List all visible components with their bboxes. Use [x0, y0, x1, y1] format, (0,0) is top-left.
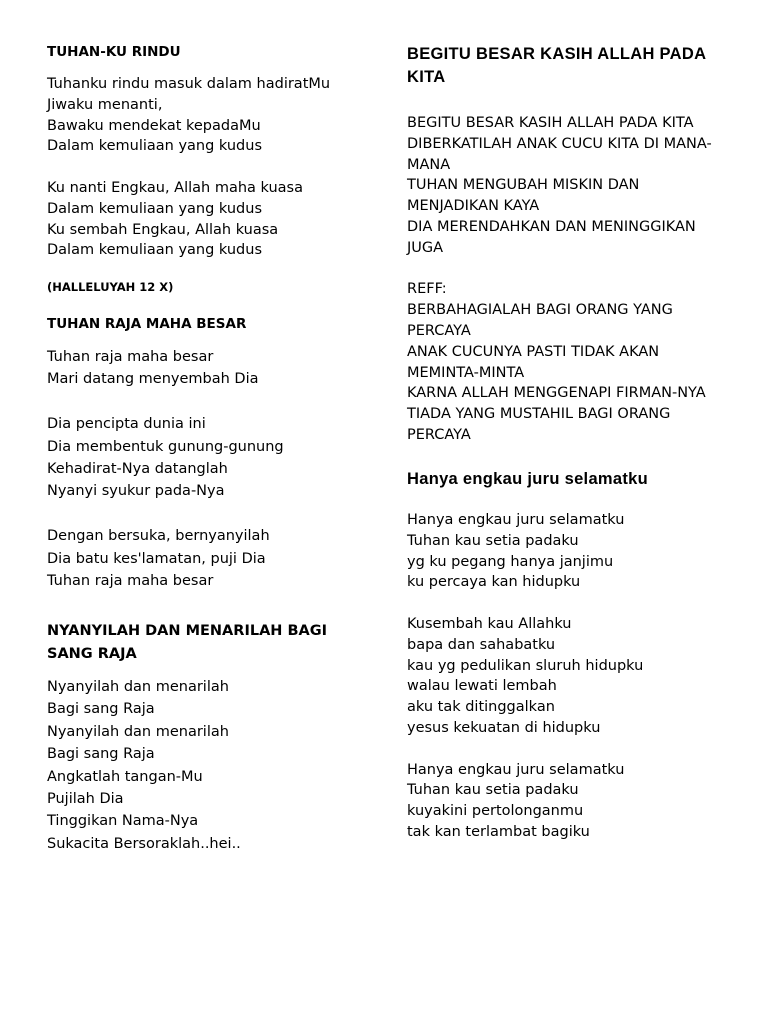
lyric-line: yg ku pegang hanya janjimu	[407, 553, 614, 570]
song-title: NYANYILAH DAN MENARILAH BAGI SANG RAJA	[47, 623, 328, 662]
lyric-line: MEMINTA-MINTA	[407, 364, 525, 381]
lyric-line: Dalam kemuliaan yang kudus	[47, 138, 263, 155]
lyric-line: Dia pencipta dunia ini	[47, 416, 206, 433]
song-lyrics	[47, 346, 284, 592]
lyric-line: DIA MERENDAHKAN DAN MENINGGIKAN	[407, 218, 696, 235]
lyric-line: KARNA ALLAH MENGGENAPI FIRMAN-NYA	[407, 385, 706, 402]
lyric-line: Ku nanti Engkau, Allah maha kuasa	[47, 179, 303, 196]
lyric-line: Tuhan raja maha besar	[47, 349, 214, 365]
lyric-line: Dia membentuk gunung-gunung	[47, 438, 284, 455]
lyric-line: JUGA	[407, 239, 444, 256]
lyric-line: kuyakini pertolonganmu	[407, 803, 584, 820]
lyric-line: Nyanyilah dan menarilah	[47, 723, 229, 740]
lyric-line: Kusembah kau Allahku	[407, 615, 572, 632]
lyric-line: Tuhan raja maha besar	[47, 573, 214, 590]
lyric-line: Tuhan kau setia padaku	[407, 782, 579, 799]
lyric-line: Hanya engkau juru selamatku	[407, 512, 625, 528]
lyric-line: TIADA YANG MUSTAHIL BAGI ORANG	[407, 406, 671, 423]
lyric-line: PERCAYA	[407, 426, 471, 443]
lyric-line: BEGITU BESAR KASIH ALLAH PADA KITA	[407, 115, 694, 131]
song-lyrics	[407, 510, 643, 843]
lyric-line: Dengan bersuka, bernyanyilah	[47, 528, 270, 545]
lyric-line: Bagi sang Raja	[47, 746, 155, 763]
lyric-line: aku tak ditinggalkan	[407, 699, 555, 716]
lyric-line: Tuhanku rindu masuk dalam hadiratMu	[47, 76, 331, 92]
lyric-line: Dia batu kes'lamatan, puji Dia	[47, 550, 266, 567]
lyric-line: ANAK CUCUNYA PASTI TIDAK AKAN	[407, 343, 660, 360]
lyric-line: REFF:	[407, 281, 447, 298]
lyric-line: DIBERKATILAH ANAK CUCU KITA DI MANA-	[407, 135, 712, 152]
lyric-line: Jiwaku menanti,	[47, 96, 163, 113]
lyric-line: PERCAYA	[407, 322, 471, 339]
lyric-line: Ku sembah Engkau, Allah kuasa	[47, 221, 279, 238]
lyric-line: Bagi sang Raja	[47, 701, 155, 718]
lyric-line: Tinggikan Nama-Nya	[47, 813, 199, 830]
lyric-line: Angkatlah tangan-Mu	[47, 768, 203, 785]
lyric-line: MENJADIKAN KAYA	[407, 198, 540, 215]
lyric-line: TUHAN MENGUBAH MISKIN DAN	[407, 177, 640, 194]
repeat-note: (HALLELUYAH 12 X)	[47, 280, 174, 294]
lyric-line: ku percaya kan hidupku	[407, 574, 581, 591]
lyric-line: Sukacita Bersoraklah..hei..	[47, 835, 241, 852]
song-lyrics	[47, 676, 241, 855]
lyric-line: Dalam kemuliaan yang kudus	[47, 242, 263, 259]
lyric-line: Hanya engkau juru selamatku	[407, 761, 625, 778]
lyric-line: Nyanyilah dan menarilah	[47, 679, 229, 695]
lyric-line: Bawaku mendekat kepadaMu	[47, 117, 261, 134]
lyric-line: Kehadirat-Nya datanglah	[47, 461, 228, 478]
lyric-line: yesus kekuatan di hidupku	[407, 719, 601, 736]
song-lyrics	[407, 113, 712, 446]
song-title: Hanya engkau juru selamatku	[407, 470, 649, 488]
song-title: TUHAN-KU RINDU	[47, 44, 181, 60]
lyric-line: bapa dan sahabatku	[407, 636, 556, 653]
lyric-line: Nyanyi syukur pada-Nya	[47, 483, 225, 500]
lyric-line: tak kan terlambat bagiku	[407, 823, 590, 840]
lyric-line: kau yg pedulikan sluruh hidupku	[407, 657, 644, 674]
lyric-line: Mari datang menyembah Dia	[47, 371, 259, 388]
lyric-line: MANA	[407, 156, 451, 173]
lyric-line: Dalam kemuliaan yang kudus	[47, 200, 263, 217]
song-title: BEGITU BESAR KASIH ALLAH PADA KITA	[407, 45, 706, 86]
lyric-line: walau lewati lembah	[407, 678, 557, 695]
song-title: TUHAN RAJA MAHA BESAR	[47, 316, 247, 332]
lyric-line: Tuhan kau setia padaku	[407, 532, 579, 549]
lyric-line: BERBAHAGIALAH BAGI ORANG YANG	[407, 302, 673, 319]
song-lyrics	[47, 74, 330, 261]
lyric-line: Pujilah Dia	[47, 791, 124, 808]
